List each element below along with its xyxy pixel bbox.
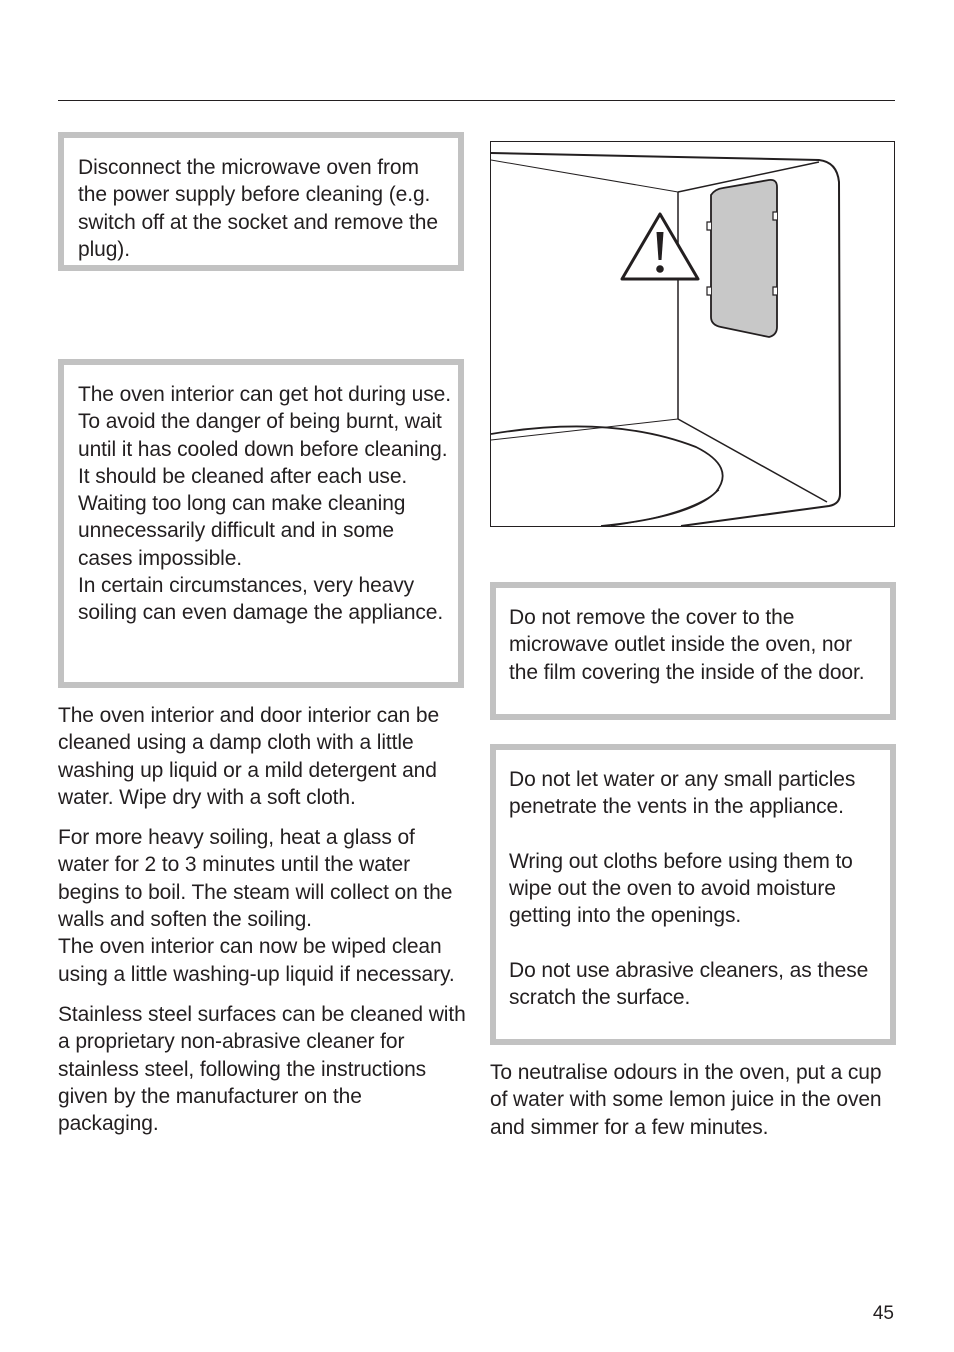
warning-box-cover xyxy=(490,582,896,720)
ceiling-edge xyxy=(491,160,678,192)
microwave-outlet-cover xyxy=(707,180,777,337)
warning-box-water xyxy=(490,744,896,1045)
warning-abrasive-text: Do not use abrasive cleaners, as these scratch the surface. xyxy=(509,959,869,1010)
warning-disconnect-text: Disconnect the microwave oven from the power supply before cleaning (e.g. switch off at the socket and remove the plug). xyxy=(78,156,438,261)
warning-cover-text: Do not remove the cover to the microwave outlet inside the oven, nor the film covering the inside of the door. xyxy=(509,606,865,684)
warning-box-disconnect xyxy=(58,132,464,271)
oven-cavity-outline xyxy=(491,153,840,526)
warning-box-hot-interior xyxy=(58,359,464,688)
page-number: 45 xyxy=(872,1303,894,1324)
odours-paragraph-block xyxy=(490,1059,898,1141)
warning-heavy-soiling-text: In certain circumstances, very heavy soiling can even damage the appliance. xyxy=(78,574,444,625)
heavy-soiling-paragraph xyxy=(58,824,466,988)
warning-water-text: Do not let water or any small particles penetrate the vents in the appliance. xyxy=(509,768,856,819)
warning-triangle-icon xyxy=(622,214,698,279)
steam-text: For more heavy soiling, heat a glass of water for 2 to 3 minutes until the water begins to boil. The steam will collect on the walls and soften the soiling. xyxy=(58,826,453,932)
odours-paragraph: To neutralise odours in the oven, put a cup of water with some lemon juice in the oven and simmer for a few minutes. xyxy=(490,1061,882,1139)
warning-wring-text: Wring out cloths before using them to wipe out the oven to avoid moisture getting into the openings. xyxy=(509,849,853,928)
oven-interior-drawing xyxy=(491,142,895,527)
header-rule xyxy=(58,100,895,101)
cleaning-instructions xyxy=(58,702,466,1137)
oven-interior-illustration xyxy=(490,141,895,527)
turntable-outline xyxy=(491,426,723,526)
turntable-rim xyxy=(611,490,719,526)
floor-edge xyxy=(678,419,827,502)
wipe-clean-text: The oven interior can now be wiped clean using a little washing-up liquid if necessary. xyxy=(58,935,455,986)
warning-hot-interior-text: The oven interior can get hot during use. To avoid the danger of being burnt, wait until it has cooled down before cleaning. It should be cleaned after each use. Waiting too long can make cleaning unnecessarily difficult and in some cases impossible. xyxy=(78,383,451,570)
stainless-steel-paragraph: Stainless steel surfaces can be cleaned with a proprietary non-abrasive cleaner for stainless steel, following the instructions given by the manufacturer on the packaging. xyxy=(58,1002,466,1136)
damp-cloth-paragraph: The oven interior and door interior can be cleaned using a damp cloth with a little washing up liquid or a mild detergent and water. Wipe dry with a soft cloth. xyxy=(58,704,440,809)
